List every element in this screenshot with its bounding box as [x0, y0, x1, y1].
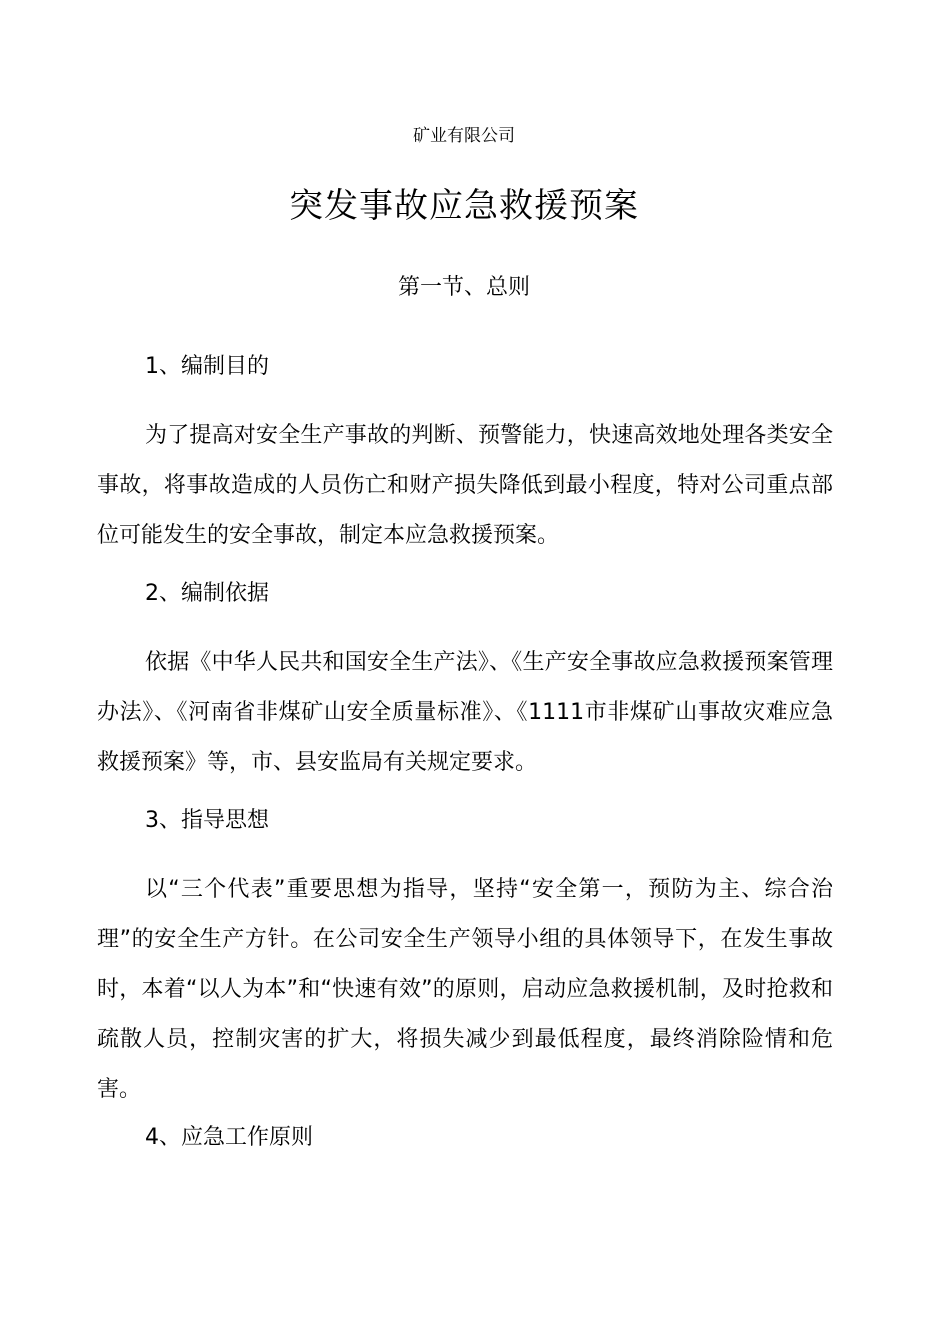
paragraph-guiding-ideology: 以“三个代表”重要思想为指导，坚持“安全第一，预防为主、综合治理”的安全生产方针。在公司安全生产领导小组的具体领导下，在发生事故时，本着“以人为本”和“快速有效”的原则，启动应急救援机制，及时抢救和疏散人员，控制灾害的扩大，将损失减少到最低程度，最终消除险情和危害。	[97, 877, 833, 1102]
heading-work-principles: 4、应急工作原则	[145, 1125, 313, 1150]
heading-purpose: 1、编制目的	[145, 354, 269, 379]
heading-guiding-ideology: 3、指导思想	[145, 808, 269, 833]
document-title: 突发事故应急救援预案	[289, 186, 639, 226]
paragraph-basis: 依据《中华人民共和国安全生产法》、《生产安全事故应急救援预案管理办法》、《河南省非煤矿山安全质量标准》、《1111市非煤矿山事故灾难应急救援预案》等，市、县安监局有关规定要求。	[97, 650, 833, 775]
paragraph-purpose: 为了提高对安全生产事故的判断、预警能力，快速高效地处理各类安全事故，将事故造成的人员伤亡和财产损失降低到最小程度，特对公司重点部位可能发生的安全事故，制定本应急救援预案。	[97, 423, 833, 548]
heading-basis: 2、编制依据	[145, 581, 269, 606]
company-name: 矿业有限公司	[413, 126, 515, 146]
section-title: 第一节、总则	[397, 275, 530, 300]
